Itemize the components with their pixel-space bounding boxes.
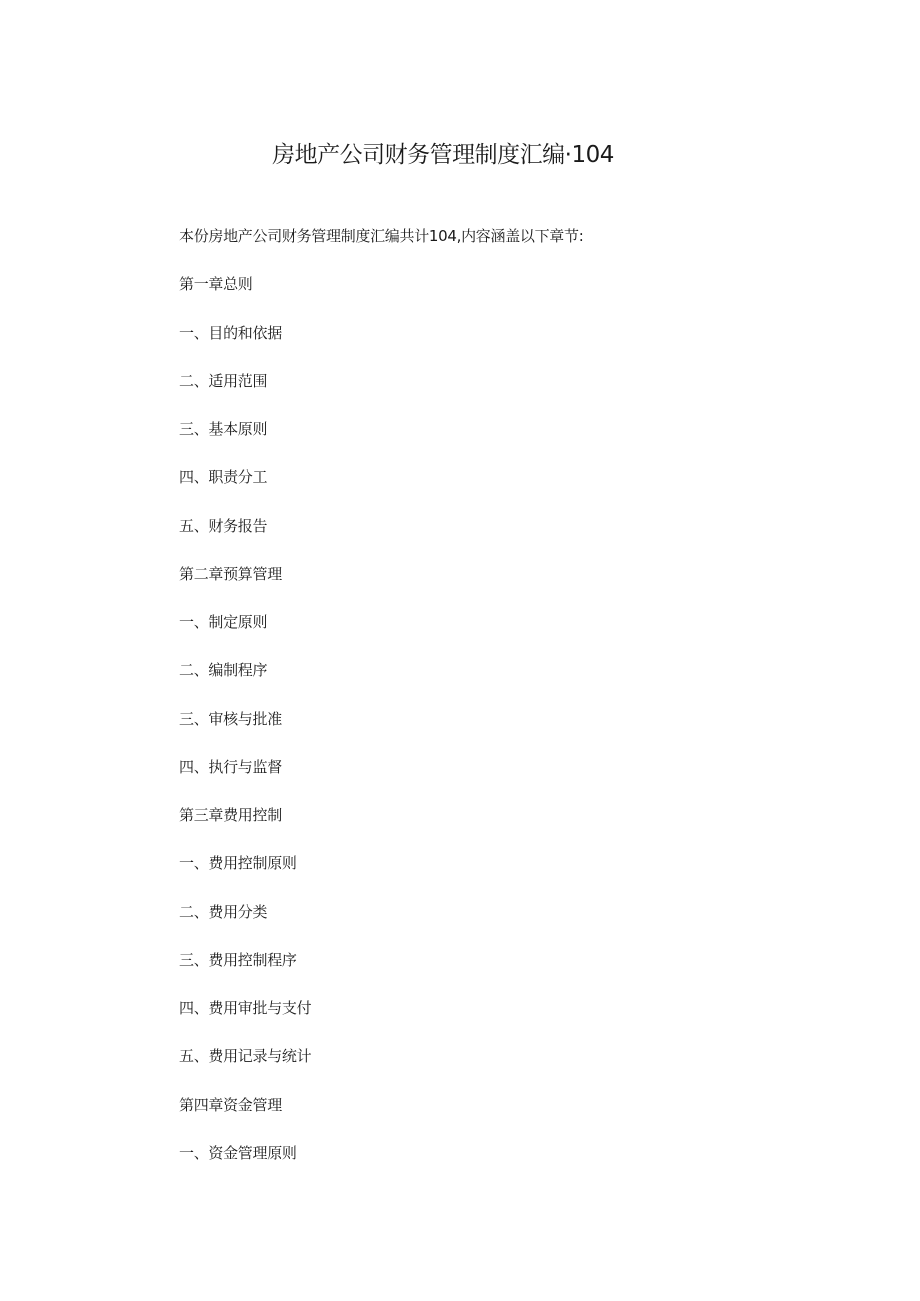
section-item: 一、制定原则 [179, 613, 268, 631]
section-item: 四、职责分工 [179, 468, 268, 487]
chapter-heading: 第一章总则 [179, 275, 253, 294]
section-item: 四、执行与监督 [179, 757, 282, 776]
section-item: 二、费用分类 [179, 902, 268, 921]
section-item: 四、费用审批与支付 [179, 999, 312, 1017]
section-item: 三、审核与批准 [179, 709, 282, 728]
section-item: 一、资金管理原则 [179, 1143, 297, 1162]
section-item: 二、适用范围 [179, 371, 268, 390]
chapter-heading: 第三章费用控制 [179, 806, 282, 824]
section-item: 二、编制程序 [179, 661, 268, 680]
intro-paragraph: 本份房地产公司财务管理制度汇编共计104,内容涵盖以下章节: [179, 227, 584, 245]
section-item: 五、费用记录与统计 [179, 1047, 312, 1066]
chapter-heading: 第四章资金管理 [179, 1095, 282, 1114]
section-item: 一、目的和依据 [179, 323, 282, 342]
document-body [179, 224, 799, 1189]
section-item: 三、费用控制程序 [179, 950, 297, 969]
section-item: 一、费用控制原则 [179, 854, 297, 873]
chapter-heading: 第二章预算管理 [179, 564, 282, 583]
section-item: 三、基本原则 [179, 420, 268, 438]
section-item: 五、财务报告 [179, 516, 268, 535]
document-title: 房地产公司财务管理制度汇编·104 [272, 142, 614, 168]
